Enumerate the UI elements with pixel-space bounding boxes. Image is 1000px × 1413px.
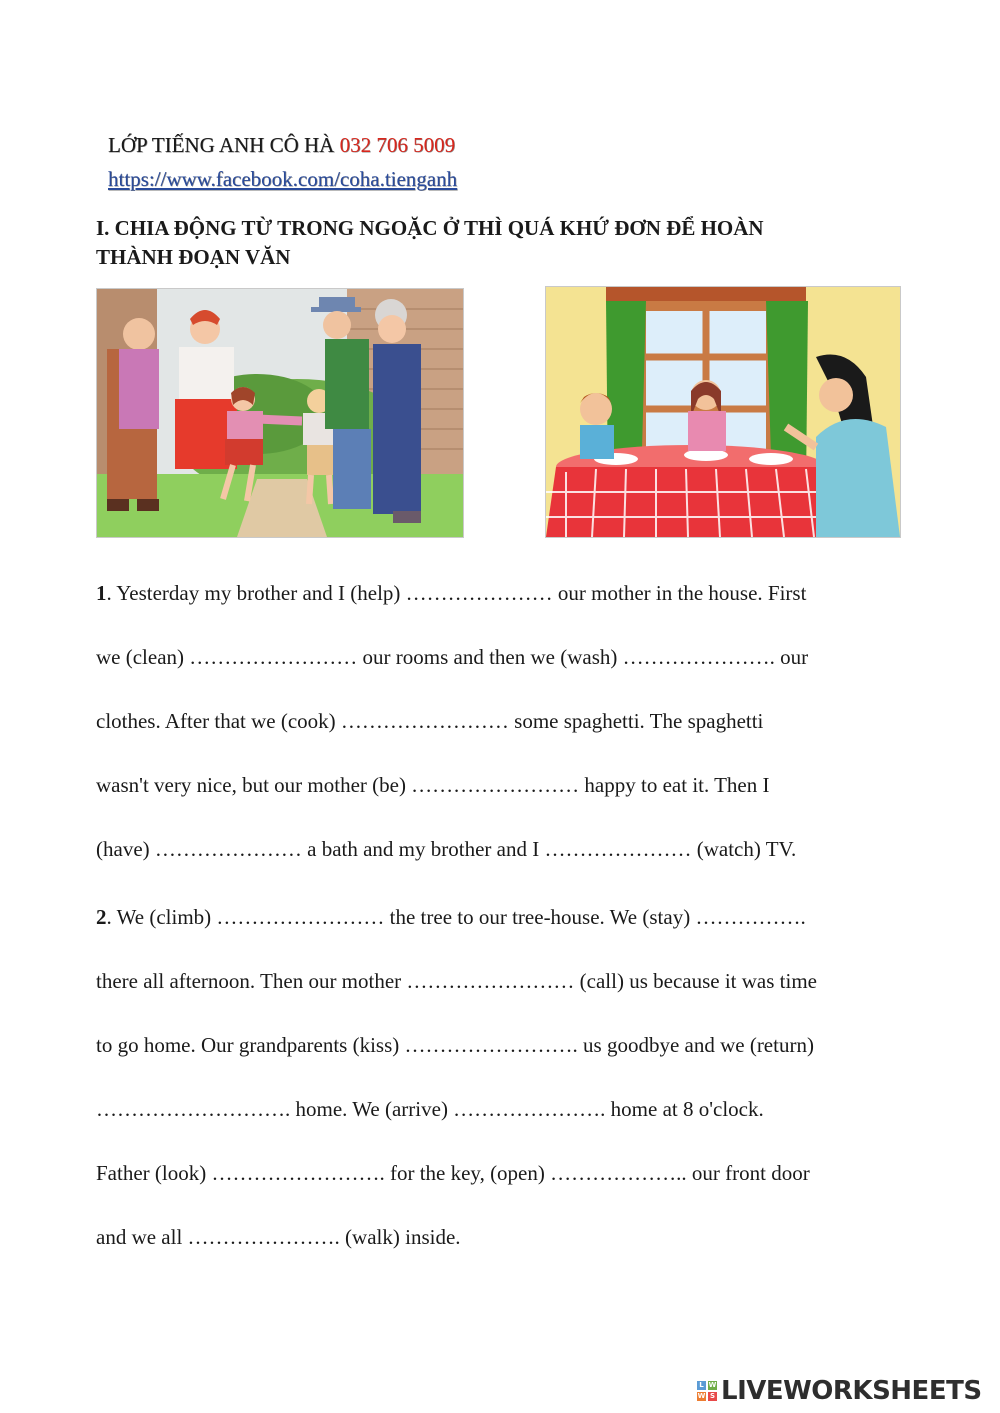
facebook-link[interactable]: https://www.facebook.com/coha.tienganh xyxy=(108,167,458,191)
exercise-2-line-1-text: . We (climb) …………………… the tree to our tree-house. We (stay) ……………. xyxy=(106,905,806,929)
section-title-line-1: I. CHIA ĐỘNG TỪ TRONG NGOẶC Ở THÌ QUÁ KHỨ ĐƠN ĐỂ HOÀN xyxy=(96,216,764,240)
exercise-1-line: clothes. After that we (cook) …………………… some spaghetti. The spaghetti xyxy=(96,709,764,733)
header xyxy=(108,128,457,196)
class-title: LỚP TIẾNG ANH CÔ HÀ xyxy=(108,133,335,157)
exercise-2-line: there all afternoon. Then our mother …………………… (call) us because it was time xyxy=(96,969,817,993)
exercise-1-line: (have) ………………… a bath and my brother and I ………………… (watch) TV. xyxy=(96,837,797,861)
exercise-2-line: ………………………. home. We (arrive) …………………. home at 8 o'clock. xyxy=(96,1097,764,1121)
exercise-1 xyxy=(96,561,916,881)
class-title-line xyxy=(108,128,457,162)
section-title-line-2: THÀNH ĐOẠN VĂN xyxy=(96,245,291,269)
exercise-2-line xyxy=(96,885,916,949)
family-greeting-illustration xyxy=(96,288,464,538)
section-title xyxy=(96,214,896,272)
liveworksheets-logo xyxy=(697,1376,982,1406)
exercise-number: 2 xyxy=(96,905,107,929)
exercise-number: 1 xyxy=(96,581,107,605)
liveworksheets-brand: LIVEWORKSHEETS xyxy=(721,1376,982,1406)
phone-number: 032 706 5009 xyxy=(339,133,456,157)
exercise-1-line: we (clean) …………………… our rooms and then we (wash) …………………. our xyxy=(96,645,809,669)
exercise-2-line: and we all …………………. (walk) inside. xyxy=(96,1225,461,1249)
exercise-2-line: to go home. Our grandparents (kiss) ……………………. us goodbye and we (return) xyxy=(96,1033,814,1057)
exercise-2-line: Father (look) ……………………. for the key, (open) ……………….. our front door xyxy=(96,1161,810,1185)
exercise-1-line xyxy=(96,561,916,625)
exercise-1-line: wasn't very nice, but our mother (be) …………………… happy to eat it. Then I xyxy=(96,773,770,797)
family-dinner-illustration xyxy=(545,286,901,538)
exercise-1-line-1-text: . Yesterday my brother and I (help) ………………… our mother in the house. First xyxy=(106,581,807,605)
liveworksheets-icon: L W W S xyxy=(697,1381,717,1400)
exercise-2 xyxy=(96,885,916,1269)
